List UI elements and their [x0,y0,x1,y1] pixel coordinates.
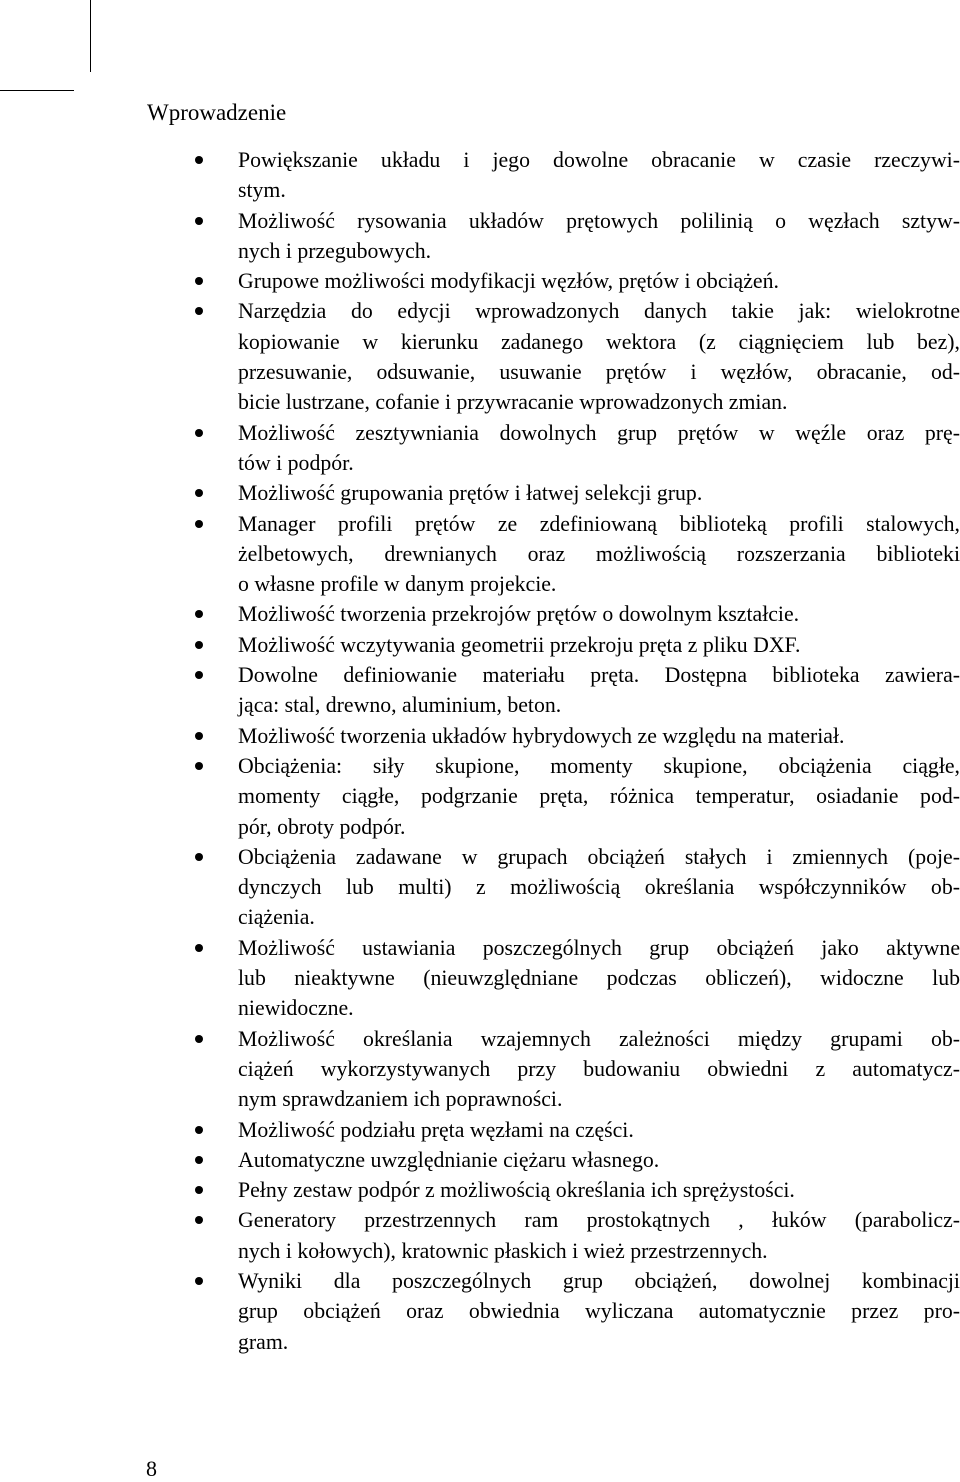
list-item [238,418,960,479]
list-item [238,721,960,751]
list-item-line: Automatyczne uwzględnianie ciężaru własnego. [238,1147,660,1172]
list-item-line: przesuwanie, odsuwanie, usuwanie prętów i węzłów, obracanie, od- [238,360,960,385]
bullet-icon [195,641,203,649]
bullet-icon [195,520,203,528]
list-item [238,1266,960,1357]
list-item-line: Możliwość zesztywniania dowolnych grup prętów w węźle oraz prę- [238,420,960,445]
list-item-line: niewidoczne. [238,996,354,1021]
page-number: 8 [146,1456,157,1481]
list-item-line: nych i przegubowych. [238,238,432,263]
list-item-line: dynczych lub multi) z możliwością określania współczynników ob- [238,875,960,900]
list-item [238,630,960,660]
list-item [238,1175,960,1205]
list-item [238,478,960,508]
bullet-icon [195,307,203,315]
list-item [238,1115,960,1145]
list-item-line: Narzędzia do edycji wprowadzonych danych takie jak: wielokrotne [238,299,960,324]
list-item-line: Możliwość określania wzajemnych zależności między grupami ob- [238,1026,960,1051]
list-item-line: ciążeń wykorzystywanych przy budowaniu obwiedni z automatycz- [238,1056,960,1081]
list-item-line: Grupowe możliwości modyfikacji węzłów, prętów i obciążeń. [238,269,779,294]
bullet-icon [195,762,203,770]
list-item [238,509,960,600]
bullet-icon [195,1277,203,1285]
list-item [238,660,960,721]
list-item [238,599,960,629]
list-item-line: lub nieaktywne (nieuwzględniane podczas obliczeń), widoczne lub [238,966,960,991]
list-item-line: Możliwość ustawiania poszczególnych grup obciążeń jako aktywne [238,935,960,960]
bullet-icon [195,1126,203,1134]
list-item [238,751,960,842]
bullet-icon [195,1156,203,1164]
list-item [238,296,960,417]
list-item-line: Powiększanie układu i jego dowolne obracanie w czasie rzeczywi- [238,148,960,172]
list-item-line: o własne profile w danym projekcie. [238,572,557,597]
list-item-line: gram. [238,1329,289,1354]
bullet-icon [195,1216,203,1224]
crop-mark-vertical [90,0,91,72]
list-item [238,266,960,296]
list-item-line: ciążenia. [238,905,315,930]
list-item-line: żelbetowych, drewnianych oraz możliwością rozszerzania biblioteki [238,541,960,566]
crop-mark-horizontal [0,90,74,91]
list-item-line: Obciążenia: siły skupione, momenty skupione, obciążenia ciągłe, [238,753,960,778]
list-item [238,933,960,1024]
list-item [238,1024,960,1115]
list-item-line: nym sprawdzaniem ich poprawności. [238,1087,563,1112]
list-item-line: stym. [238,178,286,203]
list-item-line: Obciążenia zadawane w grupach obciążeń stałych i zmiennych (poje- [238,844,960,869]
list-item-line: Możliwość podziału pręta węzłami na części. [238,1117,634,1142]
list-item-line: Wyniki dla poszczególnych grup obciążeń, dowolnej kombinacji [238,1268,960,1293]
list-item-line: kopiowanie w kierunku zadanego wektora (z ciągnięciem lub bez), [238,329,960,354]
list-item-line: grup obciążeń oraz obwiednia wyliczana automatycznie przez pro- [238,1299,960,1324]
list-item-line: Dowolne definiowanie materiału pręta. Dostępna biblioteka zawiera- [238,663,960,688]
list-item-line: Pełny zestaw podpór z możliwością określania ich sprężystości. [238,1178,795,1203]
bullet-icon [195,671,203,679]
list-item-line: Możliwość tworzenia przekrojów prętów o dowolnym kształcie. [238,602,800,627]
feature-list [238,145,960,1357]
list-item-line: Generatory przestrzennych ram prostokątnych , łuków (parabolicz- [238,1208,960,1233]
list-item-line: pór, obroty podpór. [238,814,406,839]
list-item-line: Manager profili prętów ze zdefiniowaną biblioteką profili stalowych, [238,511,960,536]
list-item-line: Możliwość tworzenia układów hybrydowych ze względu na materiał. [238,723,845,748]
list-item [238,145,960,206]
bullet-icon [195,156,203,164]
bullet-icon [195,853,203,861]
list-item [238,206,960,267]
list-item [238,842,960,933]
bullet-icon [195,489,203,497]
bullet-icon [195,732,203,740]
bullet-icon [195,217,203,225]
bullet-icon [195,429,203,437]
section-title: Wprowadzenie [147,100,287,125]
list-item-line: bicie lustrzane, cofanie i przywracanie wprowadzonych zmian. [238,390,788,415]
list-item-line: Możliwość rysowania układów prętowych polilinią o węzłach sztyw- [238,208,960,233]
list-item-line: momenty ciągłe, podgrzanie pręta, różnica temperatur, osiadanie pod- [238,784,960,809]
list-item-line: jąca: stal, drewno, aluminium, beton. [238,693,562,718]
bullet-icon [195,1035,203,1043]
bullet-icon [195,277,203,285]
list-item [238,1145,960,1175]
list-item-line: Możliwość wczytywania geometrii przekroju pręta z pliku DXF. [238,632,801,657]
list-item-line: Możliwość grupowania prętów i łatwej selekcji grup. [238,481,703,506]
bullet-icon [195,944,203,952]
list-item-line: tów i podpór. [238,450,354,475]
list-item [238,1205,960,1266]
bullet-icon [195,610,203,618]
list-item-line: nych i kołowych), kratownic płaskich i wież przestrzennych. [238,1238,768,1263]
bullet-icon [195,1186,203,1194]
